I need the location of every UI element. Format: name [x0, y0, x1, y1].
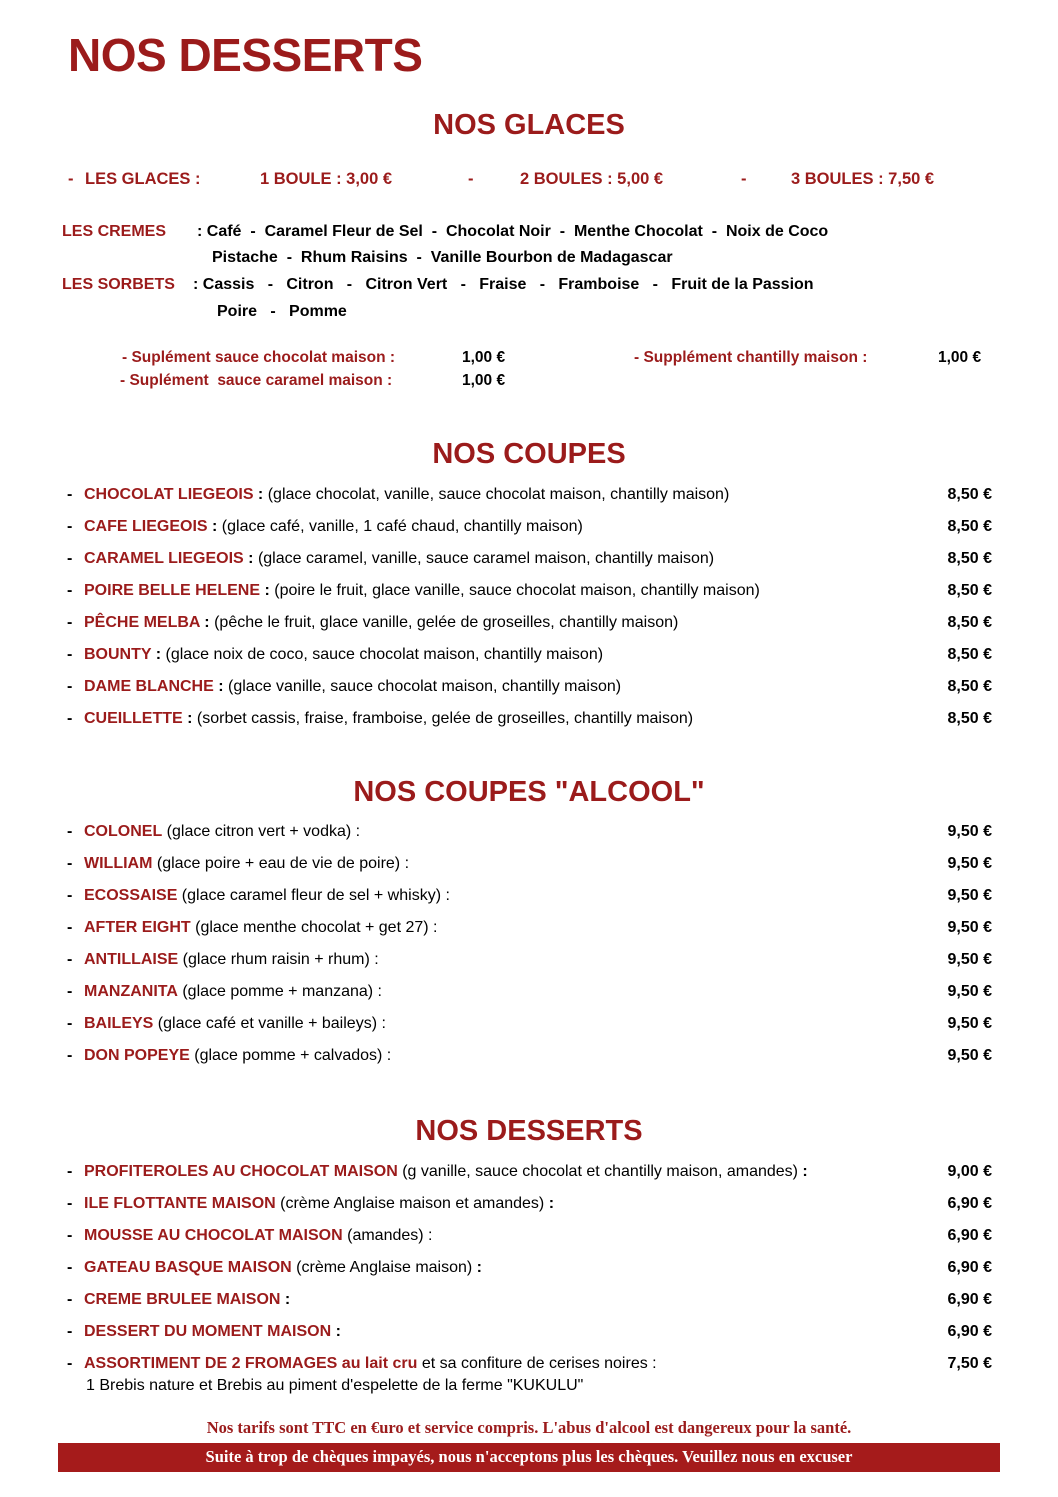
item-bullet: - [67, 983, 73, 1000]
item-bullet: - [67, 710, 73, 727]
item-bullet: - [67, 646, 73, 663]
item-text [84, 518, 583, 536]
item-price: 9,50 € [947, 855, 992, 872]
item-description: (glace café, vanille, 1 café chaud, chantilly maison) [217, 518, 583, 535]
menu-item [0, 951, 1058, 973]
item-name: ECOSSAISE [84, 887, 178, 904]
item-price: 8,50 € [947, 518, 992, 535]
item-text [84, 887, 450, 905]
item-bullet: - [67, 678, 73, 695]
item-name: COLONEL [84, 823, 163, 840]
item-price: 9,00 € [947, 1163, 992, 1180]
item-description: (glace noix de coco, sauce chocolat maison, chantilly maison) [161, 646, 604, 663]
item-description: (crème Anglaise maison) [291, 1259, 473, 1276]
menu-item [0, 614, 1058, 636]
item-text [84, 1323, 341, 1341]
item-price: 8,50 € [947, 486, 992, 503]
item-colon: : [797, 1163, 808, 1180]
item-name: PROFITEROLES AU CHOCOLAT MAISON [84, 1163, 398, 1180]
cremes-list-continued: Pistache - Rhum Raisins - Vanille Bourbon de Madagascar [212, 249, 673, 266]
item-text [84, 823, 360, 841]
menu-item [0, 582, 1058, 604]
menu-item [0, 1163, 1058, 1185]
item-price: 9,50 € [947, 951, 992, 968]
supplement-chantilly-price: 1,00 € [938, 349, 982, 366]
item-text [84, 582, 760, 600]
item-name: BOUNTY [84, 646, 152, 663]
item-name: CAFE LIEGEOIS [84, 518, 208, 535]
item-colon: : [472, 1259, 483, 1276]
supplement-caramel-price: 1,00 € [462, 372, 506, 389]
menu-item [0, 1015, 1058, 1037]
item-description: (crème Anglaise maison et amandes) [275, 1195, 545, 1212]
pricing-dash: - [468, 170, 474, 188]
item-text [84, 1227, 432, 1245]
item-text [84, 1291, 290, 1309]
item-bullet: - [67, 582, 73, 599]
item-text [84, 919, 437, 937]
item-bullet: - [67, 1355, 73, 1372]
sorbets-list-continued: Poire - Pomme [217, 303, 347, 320]
item-bullet: - [67, 1259, 73, 1276]
page-title: NOS DESSERTS [68, 29, 423, 81]
item-price: 6,90 € [947, 1259, 992, 1276]
pricing-dash: - [68, 170, 74, 188]
item-bullet: - [67, 1195, 73, 1212]
item-colon: : [151, 646, 162, 663]
item-description: (g vanille, sauce chocolat et chantilly maison, amandes) [397, 1163, 798, 1180]
menu-item [0, 1291, 1058, 1313]
menu-item [0, 1323, 1058, 1345]
item-price: 6,90 € [947, 1195, 992, 1212]
item-name: MOUSSE AU CHOCOLAT MAISON [84, 1227, 343, 1244]
item-price: 9,50 € [947, 1015, 992, 1032]
item-bullet: - [67, 887, 73, 904]
item-name: WILLIAM [84, 855, 153, 872]
item-price: 8,50 € [947, 678, 992, 695]
price-one-scoop: 1 BOULE : 3,00 € [260, 170, 393, 188]
item-bullet: - [67, 919, 73, 936]
menu-item [0, 678, 1058, 700]
item-description: (glace citron vert + vodka) : [162, 823, 361, 840]
item-price: 9,50 € [947, 919, 992, 936]
item-text [84, 983, 382, 1001]
item-name: CREME BRULEE MAISON [84, 1291, 281, 1308]
menu-item [0, 855, 1058, 877]
item-colon: : [260, 582, 270, 599]
item-description: et sa confiture de cerises noires : [417, 1355, 657, 1372]
item-description: (amandes) : [342, 1227, 433, 1244]
fromages-detail: 1 Brebis nature et Brebis au piment d'espelette de la ferme "KUKULU" [86, 1377, 584, 1394]
item-name: CUEILLETTE [84, 710, 183, 727]
menu-item [0, 983, 1058, 1005]
item-colon: : [199, 614, 210, 631]
item-name: CHOCOLAT LIEGEOIS [84, 486, 254, 503]
item-name: MANZANITA [84, 983, 178, 1000]
item-name: CARAMEL LIEGEOIS [84, 550, 244, 567]
item-bullet: - [67, 614, 73, 631]
item-description: (glace poire + eau de vie de poire) : [152, 855, 410, 872]
item-text [84, 486, 729, 504]
item-name: ILE FLOTTANTE MAISON [84, 1195, 276, 1212]
sorbets-list: : Cassis - Citron - Citron Vert - Fraise - Framboise - Fruit de la Passion [193, 276, 814, 293]
item-price: 9,50 € [947, 887, 992, 904]
item-colon: : [213, 678, 224, 695]
item-price: 7,50 € [947, 1355, 992, 1372]
item-bullet: - [67, 550, 73, 567]
item-text [84, 1195, 554, 1213]
item-bullet: - [67, 486, 73, 503]
item-colon: : [182, 710, 193, 727]
item-name: DON POPEYE [84, 1047, 190, 1064]
supplement-chantilly-label: - Supplément chantilly maison : [634, 349, 868, 366]
section-title-coupes: NOS COUPES [432, 438, 626, 470]
item-text [84, 1355, 657, 1373]
item-price: 8,50 € [947, 582, 992, 599]
item-description: (glace pomme + calvados) : [189, 1047, 392, 1064]
item-text [84, 1163, 808, 1181]
item-price: 9,50 € [947, 823, 992, 840]
menu-item [0, 1195, 1058, 1217]
item-description: (glace caramel, vanille, sauce caramel maison, chantilly maison) [253, 550, 715, 567]
item-bullet: - [67, 1047, 73, 1064]
item-bullet: - [67, 1323, 73, 1340]
item-price: 6,90 € [947, 1227, 992, 1244]
cremes-label: LES CREMES [62, 223, 167, 240]
pricing-label: LES GLACES : [85, 170, 201, 188]
item-price: 8,50 € [947, 614, 992, 631]
item-price: 9,50 € [947, 983, 992, 1000]
item-colon: : [331, 1323, 341, 1340]
item-bullet: - [67, 518, 73, 535]
item-colon: : [243, 550, 254, 567]
price-three-scoops: 3 BOULES : 7,50 € [791, 170, 935, 188]
item-text [84, 678, 621, 696]
item-price: 6,90 € [947, 1323, 992, 1340]
menu-item [0, 1047, 1058, 1069]
section-title-coupes-alcool: NOS COUPES "ALCOOL" [353, 776, 705, 808]
item-description: (poire le fruit, glace vanille, sauce chocolat maison, chantilly maison) [269, 582, 760, 599]
menu-item [0, 550, 1058, 572]
item-name: ASSORTIMENT DE 2 FROMAGES au lait cru [84, 1355, 418, 1372]
menu-item [0, 1259, 1058, 1281]
item-description: (glace café et vanille + baileys) : [153, 1015, 386, 1032]
supplement-caramel-label: - Suplément sauce caramel maison : [120, 372, 393, 389]
item-name: POIRE BELLE HELENE [84, 582, 261, 599]
price-two-scoops: 2 BOULES : 5,00 € [520, 170, 664, 188]
item-name: DESSERT DU MOMENT MAISON [84, 1323, 332, 1340]
menu-item [0, 1227, 1058, 1249]
sorbets-label: LES SORBETS [62, 276, 175, 293]
item-name: GATEAU BASQUE MAISON [84, 1259, 292, 1276]
item-colon: : [280, 1291, 291, 1308]
supplement-chocolat-label: - Suplément sauce chocolat maison : [122, 349, 396, 366]
item-price: 9,50 € [947, 1047, 992, 1064]
item-text [84, 1015, 386, 1033]
supplement-chocolat-price: 1,00 € [462, 349, 506, 366]
item-bullet: - [67, 1015, 73, 1032]
menu-item [0, 887, 1058, 909]
item-colon: : [544, 1195, 555, 1212]
disclaimer: Nos tarifs sont TTC en €uro et service compris. L'abus d'alcool est dangereux pour la santé. [206, 1418, 852, 1437]
menu-item [0, 486, 1058, 508]
section-title-desserts: NOS DESSERTS [415, 1115, 643, 1147]
pricing-dash: - [741, 170, 747, 188]
item-bullet: - [67, 951, 73, 968]
item-bullet: - [67, 1163, 73, 1180]
item-description: (glace pomme + manzana) : [177, 983, 382, 1000]
item-price: 8,50 € [947, 550, 992, 567]
item-description: (glace vanille, sauce chocolat maison, chantilly maison) [223, 678, 622, 695]
menu-item [0, 710, 1058, 732]
cheque-notice-text: Suite à trop de chèques impayés, nous n'acceptons plus les chèques. Veuillez nous en excuser [205, 1447, 853, 1466]
item-bullet: - [67, 855, 73, 872]
item-text [84, 951, 379, 969]
item-text [84, 646, 603, 664]
menu-item [0, 646, 1058, 668]
item-price: 6,90 € [947, 1291, 992, 1308]
item-name: AFTER EIGHT [84, 919, 191, 936]
item-name: BAILEYS [84, 1015, 154, 1032]
cremes-list: : Café - Caramel Fleur de Sel - Chocolat Noir - Menthe Chocolat - Noix de Coco [197, 223, 829, 240]
menu-item-fromages [0, 1355, 1058, 1377]
item-name: DAME BLANCHE [84, 678, 214, 695]
item-price: 8,50 € [947, 710, 992, 727]
item-text [84, 855, 409, 873]
item-bullet: - [67, 1291, 73, 1308]
item-bullet: - [67, 823, 73, 840]
menu-item [0, 919, 1058, 941]
item-description: (pêche le fruit, glace vanille, gelée de groseilles, chantilly maison) [209, 614, 679, 631]
item-colon: : [253, 486, 264, 503]
item-name: ANTILLAISE [84, 951, 179, 968]
item-text [84, 1047, 391, 1065]
item-price: 8,50 € [947, 646, 992, 663]
item-description: (glace menthe chocolat + get 27) : [190, 919, 438, 936]
item-description: (glace rhum raisin + rhum) : [178, 951, 379, 968]
item-bullet: - [67, 1227, 73, 1244]
item-description: (sorbet cassis, fraise, framboise, gelée de groseilles, chantilly maison) [192, 710, 694, 727]
menu-item [0, 518, 1058, 540]
item-text [84, 614, 678, 632]
item-description: (glace chocolat, vanille, sauce chocolat maison, chantilly maison) [263, 486, 730, 503]
item-text [84, 1259, 482, 1277]
item-description: (glace caramel fleur de sel + whisky) : [177, 887, 450, 904]
item-name: PÊCHE MELBA [84, 614, 200, 631]
item-text [84, 550, 714, 568]
item-colon: : [207, 518, 218, 535]
section-title-glaces: NOS GLACES [433, 109, 625, 141]
item-text [84, 710, 693, 728]
menu-item [0, 823, 1058, 845]
